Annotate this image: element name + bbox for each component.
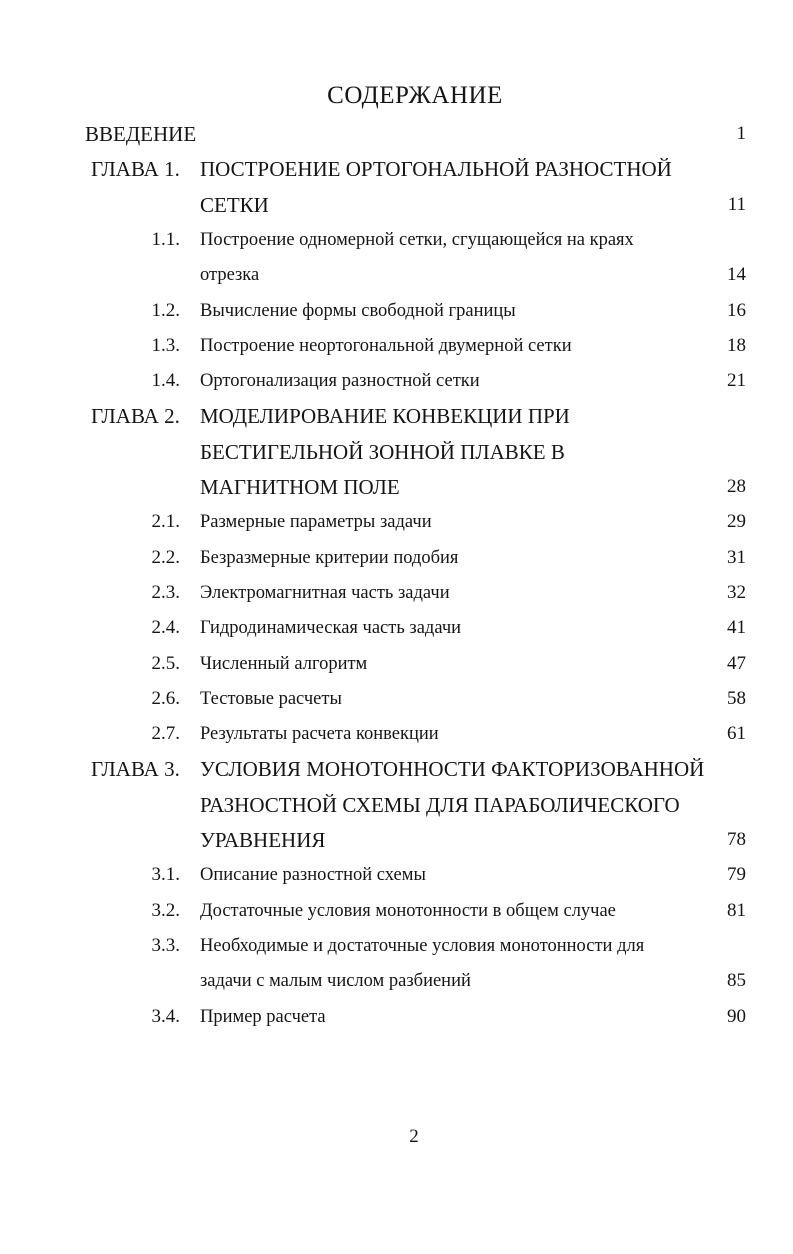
- section-title: Построение неортогональной двумерной сетки: [200, 335, 572, 356]
- chapter-title: СЕТКИ: [200, 192, 269, 217]
- toc-page-number: 11: [727, 193, 746, 215]
- toc-page-number: 78: [727, 829, 746, 850]
- toc-section-line: [0, 223, 746, 257]
- section-number: 1.3.: [151, 334, 180, 356]
- section-title: Гидродинамическая часть задачи: [200, 618, 462, 639]
- chapter-title: БЕСТИГЕЛЬНОЙ ЗОННОЙ ПЛАВКЕ В: [200, 439, 565, 464]
- toc-page-number: 16: [727, 299, 746, 321]
- toc-section-line: [0, 294, 746, 328]
- section-number: 2.2.: [151, 546, 180, 568]
- toc-section-line: [0, 717, 746, 751]
- toc-chapter-line: [0, 188, 746, 222]
- section-title: Пример расчета: [200, 1006, 326, 1027]
- section-number: 2.4.: [151, 617, 180, 639]
- section-number: 3.2.: [151, 899, 180, 921]
- toc-page-number: 81: [727, 899, 746, 921]
- section-title: Численный алгоритм: [200, 653, 368, 674]
- section-number: 3.4.: [151, 1005, 180, 1027]
- section-number: 2.7.: [151, 723, 180, 745]
- section-number: 2.3.: [151, 581, 180, 603]
- section-title: Вычисление формы свободной границы: [200, 300, 516, 321]
- toc-page-number: 90: [727, 1005, 746, 1027]
- toc-chapter-line: [0, 752, 746, 786]
- section-title: Описание разностной схемы: [200, 865, 426, 886]
- section-title: Необходимые и достаточные условия монотонности для: [200, 935, 645, 956]
- toc-section-line: [0, 576, 746, 610]
- section-number: 1.2.: [151, 299, 180, 321]
- section-title: Тестовые расчеты: [200, 688, 342, 709]
- toc-section-line: [0, 964, 746, 998]
- chapter-label: ГЛАВА 3.: [91, 757, 180, 782]
- chapter-title: ПОСТРОЕНИЕ ОРТОГОНАЛЬНОЙ РАЗНОСТНОЙ: [200, 157, 672, 182]
- toc-section-line: [0, 541, 746, 575]
- section-title: Построение одномерной сетки, сгущающейся на краях: [200, 229, 634, 250]
- section-title: Электромагнитная часть задачи: [200, 582, 450, 603]
- toc-section-line: [0, 647, 746, 681]
- toc-page-number: 14: [727, 264, 746, 286]
- chapter-title: УСЛОВИЯ МОНОТОННОСТИ ФАКТОРИЗОВАННОЙ: [200, 757, 705, 782]
- toc-section-line: [0, 682, 746, 716]
- toc-page-number: 31: [727, 546, 746, 568]
- toc-page-number: 18: [727, 334, 746, 356]
- toc-page-number: 58: [727, 687, 746, 709]
- toc-page-number: 29: [727, 511, 746, 533]
- toc-section-line: [0, 611, 746, 645]
- toc-chapter-line: [0, 435, 746, 469]
- section-title: отрезка: [200, 265, 260, 286]
- toc-page-number: 85: [727, 970, 746, 992]
- chapter-label: ГЛАВА 1.: [91, 157, 180, 182]
- section-number: 2.1.: [151, 511, 180, 533]
- toc-page-number: 79: [727, 864, 746, 886]
- toc-chapter-line: [0, 399, 746, 433]
- page-title: СОДЕРЖАНИЕ: [327, 82, 503, 109]
- section-title: задачи с малым числом разбиений: [200, 971, 471, 992]
- section-number: 3.1.: [151, 864, 180, 886]
- toc-chapter-line: [0, 470, 746, 504]
- chapter-label: ВВЕДЕНИЕ: [85, 122, 197, 146]
- toc-section-line: [0, 505, 746, 539]
- section-number: 1.1.: [151, 228, 180, 250]
- toc-page-number: 41: [727, 617, 746, 639]
- toc-chapter-line: [0, 152, 746, 186]
- toc-page-number: 21: [727, 370, 746, 392]
- page-number: 2: [409, 1126, 419, 1147]
- chapter-title: МАГНИТНОМ ПОЛЕ: [200, 475, 400, 499]
- chapter-title: УРАВНЕНИЯ: [200, 828, 326, 852]
- toc-section-line: [0, 1000, 746, 1034]
- toc-page-number: 28: [727, 476, 746, 497]
- section-number: 2.6.: [151, 687, 180, 709]
- section-title: Размерные параметры задачи: [200, 512, 432, 533]
- toc-chapter-line: [0, 117, 746, 151]
- toc-section-line: [0, 364, 746, 398]
- section-number: 1.4.: [151, 370, 180, 392]
- chapter-title: РАЗНОСТНОЙ СХЕМЫ ДЛЯ ПАРАБОЛИЧЕСКОГО: [200, 792, 680, 817]
- toc-chapter-line: [0, 823, 746, 857]
- toc-page-number: 1: [736, 123, 746, 144]
- chapter-title: МОДЕЛИРОВАНИЕ КОНВЕКЦИИ ПРИ: [200, 404, 570, 429]
- toc-section-line: [0, 929, 746, 963]
- chapter-label: ГЛАВА 2.: [91, 404, 180, 429]
- toc-section-line: [0, 258, 746, 292]
- toc-section-line: [0, 329, 746, 363]
- section-number: 3.3.: [151, 934, 180, 956]
- toc-page-number: 47: [727, 652, 746, 674]
- section-title: Безразмерные критерии подобия: [200, 547, 459, 568]
- section-title: Достаточные условия монотонности в общем случае: [200, 900, 616, 921]
- toc-chapter-line: [0, 788, 746, 822]
- section-number: 2.5.: [151, 652, 180, 674]
- toc-page-number: 32: [727, 581, 746, 603]
- toc-section-line: [0, 894, 746, 928]
- section-title: Результаты расчета конвекции: [200, 724, 439, 745]
- toc-page-number: 61: [727, 723, 746, 745]
- toc-section-line: [0, 858, 746, 892]
- section-title: Ортогонализация разностной сетки: [200, 371, 480, 392]
